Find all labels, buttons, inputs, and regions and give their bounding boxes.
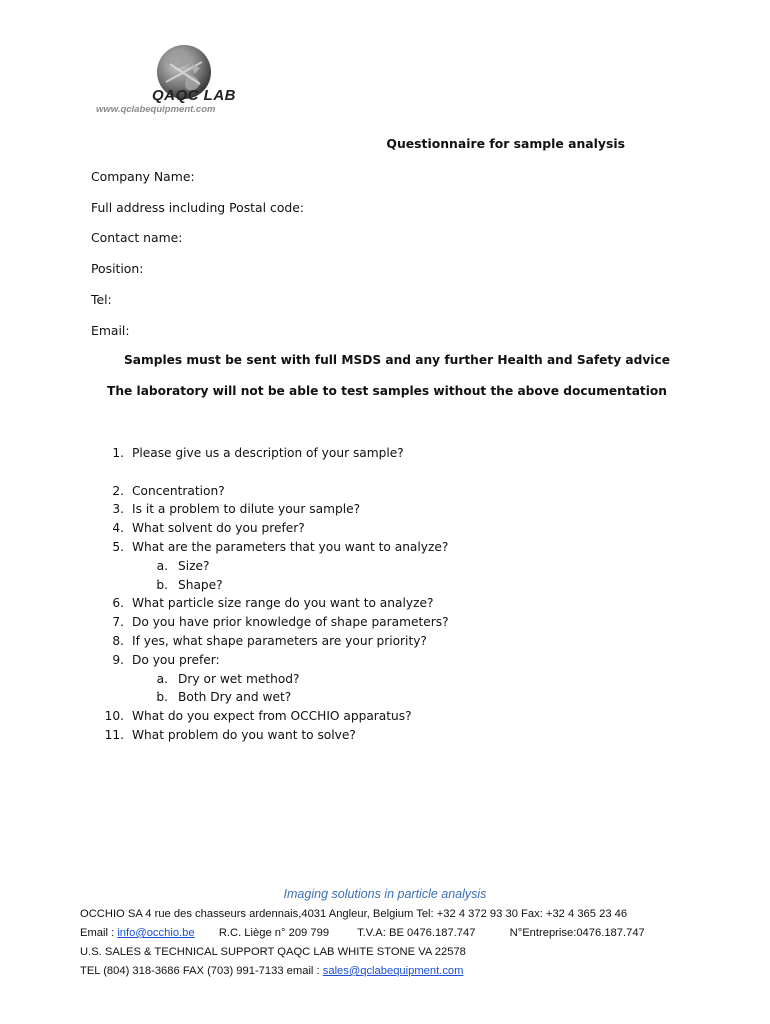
qaqc-lab-logo — [96, 44, 276, 122]
field-contact-name: Contact name: — [91, 230, 183, 245]
list-item-number: 8. — [112, 634, 124, 648]
list-item-text: Concentration? — [132, 484, 225, 498]
sub-list-item-text: Both Dry and wet? — [178, 690, 292, 704]
list-item-number: 3. — [112, 502, 124, 516]
list-item-number: 11. — [104, 728, 124, 742]
sub-list-item-letter: b. — [156, 690, 168, 704]
field-full-address: Full address including Postal code: — [91, 200, 305, 215]
logo-url-text: www.qclabequipment.com — [96, 104, 216, 115]
list-item-text: Please give us a description of your sample? — [132, 446, 404, 460]
footer-us-tel-fax: TEL (804) 318-3686 FAX (703) 991-7133 email : — [80, 965, 323, 977]
list-item-text: What solvent do you prefer? — [132, 521, 305, 535]
list-item-text: Do you have prior knowledge of shape parameters? — [132, 615, 449, 629]
footer-us-sales-line: U.S. SALES & TECHNICAL SUPPORT QAQC LAB WHITE STONE VA 22578 — [80, 946, 466, 958]
list-item-text: What do you expect from OCCHIO apparatus? — [132, 709, 412, 723]
sub-list-item-letter: a. — [156, 559, 168, 573]
footer-tva: T.V.A: BE 0476.187.747 — [357, 927, 476, 939]
sub-list-item-text: Dry or wet method? — [178, 672, 300, 686]
list-item-text: What problem do you want to solve? — [132, 728, 356, 742]
field-company-name: Company Name: — [91, 169, 195, 184]
logo-brand-text: QAQC LAB — [152, 87, 236, 104]
list-item-text: What are the parameters that you want to analyze? — [132, 540, 449, 554]
notice-documentation: The laboratory will not be able to test samples without the above documentation — [107, 384, 667, 398]
list-item-number: 2. — [112, 484, 124, 498]
footer-rc: R.C. Liège n° 209 799 — [218, 927, 330, 939]
footer-contact-line — [80, 927, 645, 939]
footer-entreprise: N°Entreprise:0476.187.747 — [509, 927, 645, 939]
list-item-number: 9. — [112, 653, 124, 667]
sub-list-item-letter: b. — [156, 578, 168, 592]
list-item-number: 7. — [112, 615, 124, 629]
list-item-text: Do you prefer: — [132, 653, 220, 667]
list-item-number: 10. — [104, 709, 124, 723]
sub-list-item-text: Shape? — [178, 578, 223, 592]
list-item-number: 6. — [112, 596, 124, 610]
page-title: Questionnaire for sample analysis — [386, 136, 625, 151]
list-item-number: 4. — [112, 521, 124, 535]
sub-list-item-text: Size? — [178, 559, 210, 573]
footer-address-line: OCCHIO SA 4 rue des chasseurs ardennais,4031 Angleur, Belgium Tel: +32 4 372 93 30 Fax: +32 4 365 23 46 — [80, 908, 628, 920]
list-item-text: What particle size range do you want to analyze? — [132, 596, 434, 610]
list-item-number: 1. — [112, 446, 124, 460]
footer-tagline: Imaging solutions in particle analysis — [283, 887, 487, 901]
footer-email-prefix: Email : — [80, 927, 118, 939]
footer-email-link[interactable]: info@occhio.be — [117, 927, 195, 939]
notice-msds: Samples must be sent with full MSDS and any further Health and Safety advice — [124, 353, 670, 367]
list-item-text: Is it a problem to dilute your sample? — [132, 502, 361, 516]
field-email: Email: — [91, 323, 130, 338]
list-item-number: 5. — [112, 540, 124, 554]
field-tel: Tel: — [91, 292, 112, 307]
list-item-text: If yes, what shape parameters are your priority? — [132, 634, 427, 648]
sub-list-item-letter: a. — [156, 672, 168, 686]
field-position: Position: — [91, 261, 144, 276]
footer-us-contact-line — [80, 965, 463, 977]
footer-sales-email-link[interactable]: sales@qclabequipment.com — [322, 965, 464, 977]
